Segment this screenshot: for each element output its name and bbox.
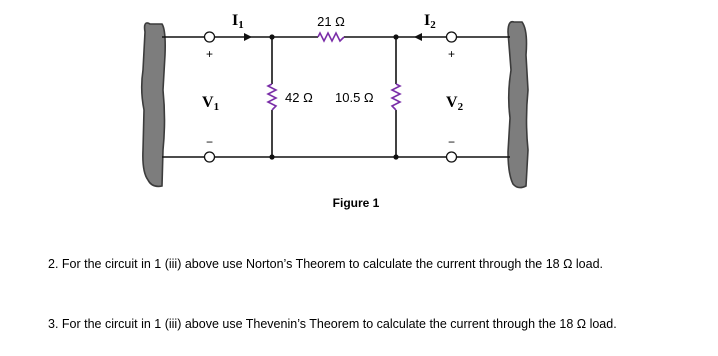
- node-bottom-right: [393, 154, 398, 159]
- label-i1: I1: [232, 12, 244, 31]
- label-r-series: 21 Ω: [317, 14, 345, 29]
- resistor-10-5-ohm: [392, 84, 400, 110]
- question-3: 3. For the circuit in 1 (iii) above use Thevenin’s Theorem to calculate the current through the 18 Ω load.: [48, 317, 617, 331]
- node-bottom-left: [269, 154, 274, 159]
- terminal-left-top: [205, 32, 215, 42]
- current-i2-arrow-icon: [414, 33, 422, 41]
- label-minus-right: −: [447, 135, 456, 149]
- node-top-left: [269, 34, 274, 39]
- label-v2: V2: [446, 94, 464, 113]
- terminal-left-bottom: [205, 152, 215, 162]
- figure-caption: Figure 1: [332, 196, 380, 210]
- resistor-42-ohm: [268, 84, 276, 110]
- left-port-block: [142, 23, 165, 186]
- label-i2: I2: [424, 12, 436, 31]
- terminal-right-bottom: [447, 152, 457, 162]
- label-r-left: 42 Ω: [285, 90, 313, 105]
- node-top-right: [393, 34, 398, 39]
- terminal-right-top: [447, 32, 457, 42]
- label-plus-right: +: [447, 47, 456, 61]
- current-i1-arrow-icon: [244, 33, 252, 41]
- label-minus-left: −: [205, 135, 214, 149]
- label-v1: V1: [202, 94, 220, 113]
- label-plus-left: +: [205, 47, 214, 61]
- resistor-21-ohm: [318, 33, 344, 41]
- question-2: 2. For the circuit in 1 (iii) above use Norton’s Theorem to calculate the current through the 18 Ω load.: [48, 257, 604, 271]
- right-port-block: [508, 22, 528, 188]
- label-r-right: 10.5 Ω: [335, 90, 374, 105]
